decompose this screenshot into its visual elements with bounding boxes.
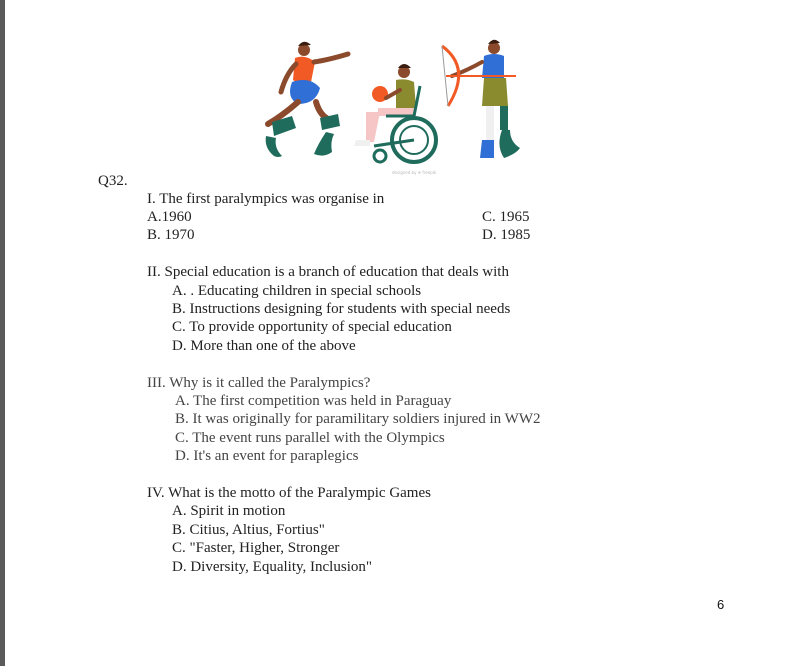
part-4-question: IV. What is the motto of the Paralympic Games xyxy=(147,485,431,501)
part-3-question: III. Why is it called the Paralympics? xyxy=(147,375,371,391)
part-2-option-d: D. More than one of the above xyxy=(172,338,356,354)
part-4-option-b: B. Citius, Altius, Fortius" xyxy=(172,522,325,538)
part-2-option-b: B. Instructions designing for students with special needs xyxy=(172,301,511,317)
page-number: 6 xyxy=(717,597,725,612)
part-1-option-b: B. 1970 xyxy=(147,227,195,243)
part-1-question: I. The first paralympics was organise in xyxy=(147,191,385,207)
part-2-question: II. Special education is a branch of education that deals with xyxy=(147,264,509,280)
illustration-credit: designed by ❄ freepik xyxy=(392,170,437,175)
part-3-option-b: B. It was originally for paramilitary soldiers injured in WW2 xyxy=(175,411,541,427)
part-2-option-c: C. To provide opportunity of special education xyxy=(172,319,452,335)
part-4-option-d: D. Diversity, Equality, Inclusion" xyxy=(172,559,372,575)
left-window-edge xyxy=(0,0,5,666)
archer-figure xyxy=(442,40,520,158)
paralympic-athletes-illustration xyxy=(262,36,530,186)
part-3-option-d: D. It's an event for paraplegics xyxy=(175,448,359,464)
part-1-option-a: A.1960 xyxy=(147,209,192,225)
part-3-option-c: C. The event runs parallel with the Olympics xyxy=(175,430,445,446)
part-1-option-d: D. 1985 xyxy=(482,227,531,243)
question-number: Q32. xyxy=(98,173,128,189)
part-1-option-c: C. 1965 xyxy=(482,209,530,225)
part-4-option-c: C. "Faster, Higher, Stronger xyxy=(172,540,340,556)
part-3-option-a: A. The first competition was held in Paraguay xyxy=(175,393,452,409)
part-4-option-a: A. Spirit in motion xyxy=(172,503,286,519)
wheelchair-athlete-figure xyxy=(354,64,436,162)
part-2-option-a: A. . Educating children in special schools xyxy=(172,283,422,299)
runner-figure xyxy=(266,42,348,157)
